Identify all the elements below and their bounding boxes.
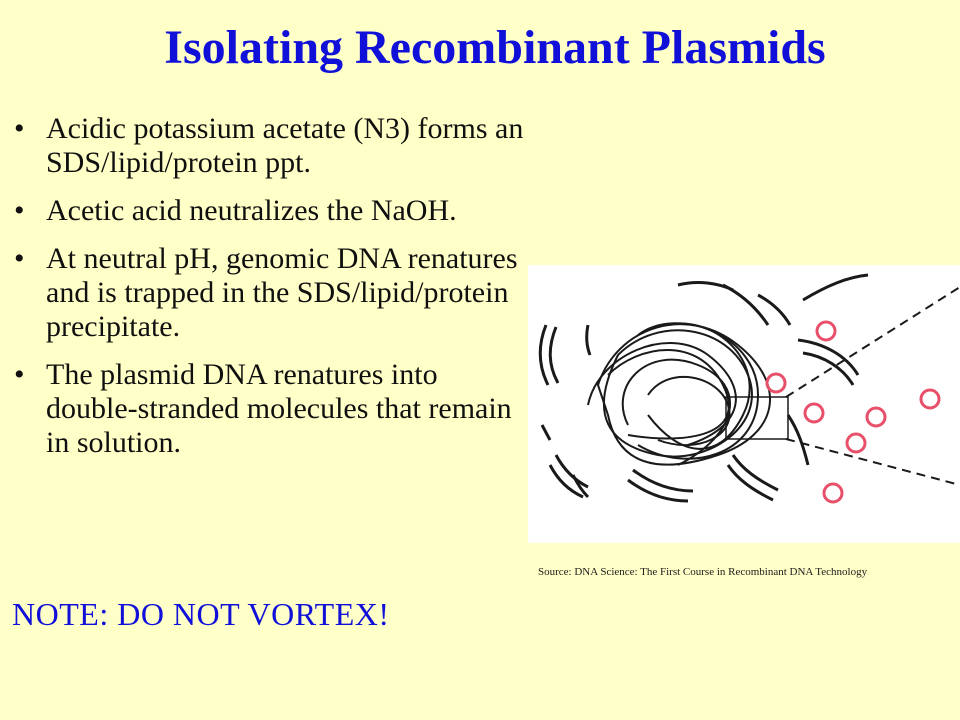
note-text: NOTE: DO NOT VORTEX!	[12, 596, 390, 632]
tangled-genomic-dna	[588, 323, 770, 465]
bullet-marker: •	[14, 112, 25, 145]
source-citation: Source: DNA Science: The First Course in Recombinant DNA Technology	[538, 566, 868, 578]
bullet-text: Acidic potassium acetate (N3) forms an SDS/lipid/protein ppt.	[46, 112, 524, 179]
bullet-item	[14, 242, 524, 344]
bullet-item	[14, 112, 524, 180]
bullet-text: The plasmid DNA renatures into double-stranded molecules that remain in solution.	[46, 358, 512, 459]
bullet-item	[14, 194, 524, 228]
precipitate-arcs	[540, 275, 868, 501]
bullet-marker: •	[14, 358, 25, 391]
bullet-text: Acetic acid neutralizes the NaOH.	[46, 194, 457, 227]
zoom-lines	[786, 287, 960, 485]
bullet-list	[14, 112, 524, 474]
bullet-text: At neutral pH, genomic DNA renatures and is trapped in the SDS/lipid/protein precipitate.	[46, 242, 518, 343]
slide-title: Isolating Recombinant Plasmids	[164, 21, 826, 74]
precipitate-illustration	[528, 265, 960, 543]
precipitate-sketch	[528, 265, 960, 543]
bullet-item	[14, 358, 524, 460]
plasmid-rings	[767, 322, 939, 502]
bullet-marker: •	[14, 242, 25, 275]
bullet-marker: •	[14, 194, 25, 227]
